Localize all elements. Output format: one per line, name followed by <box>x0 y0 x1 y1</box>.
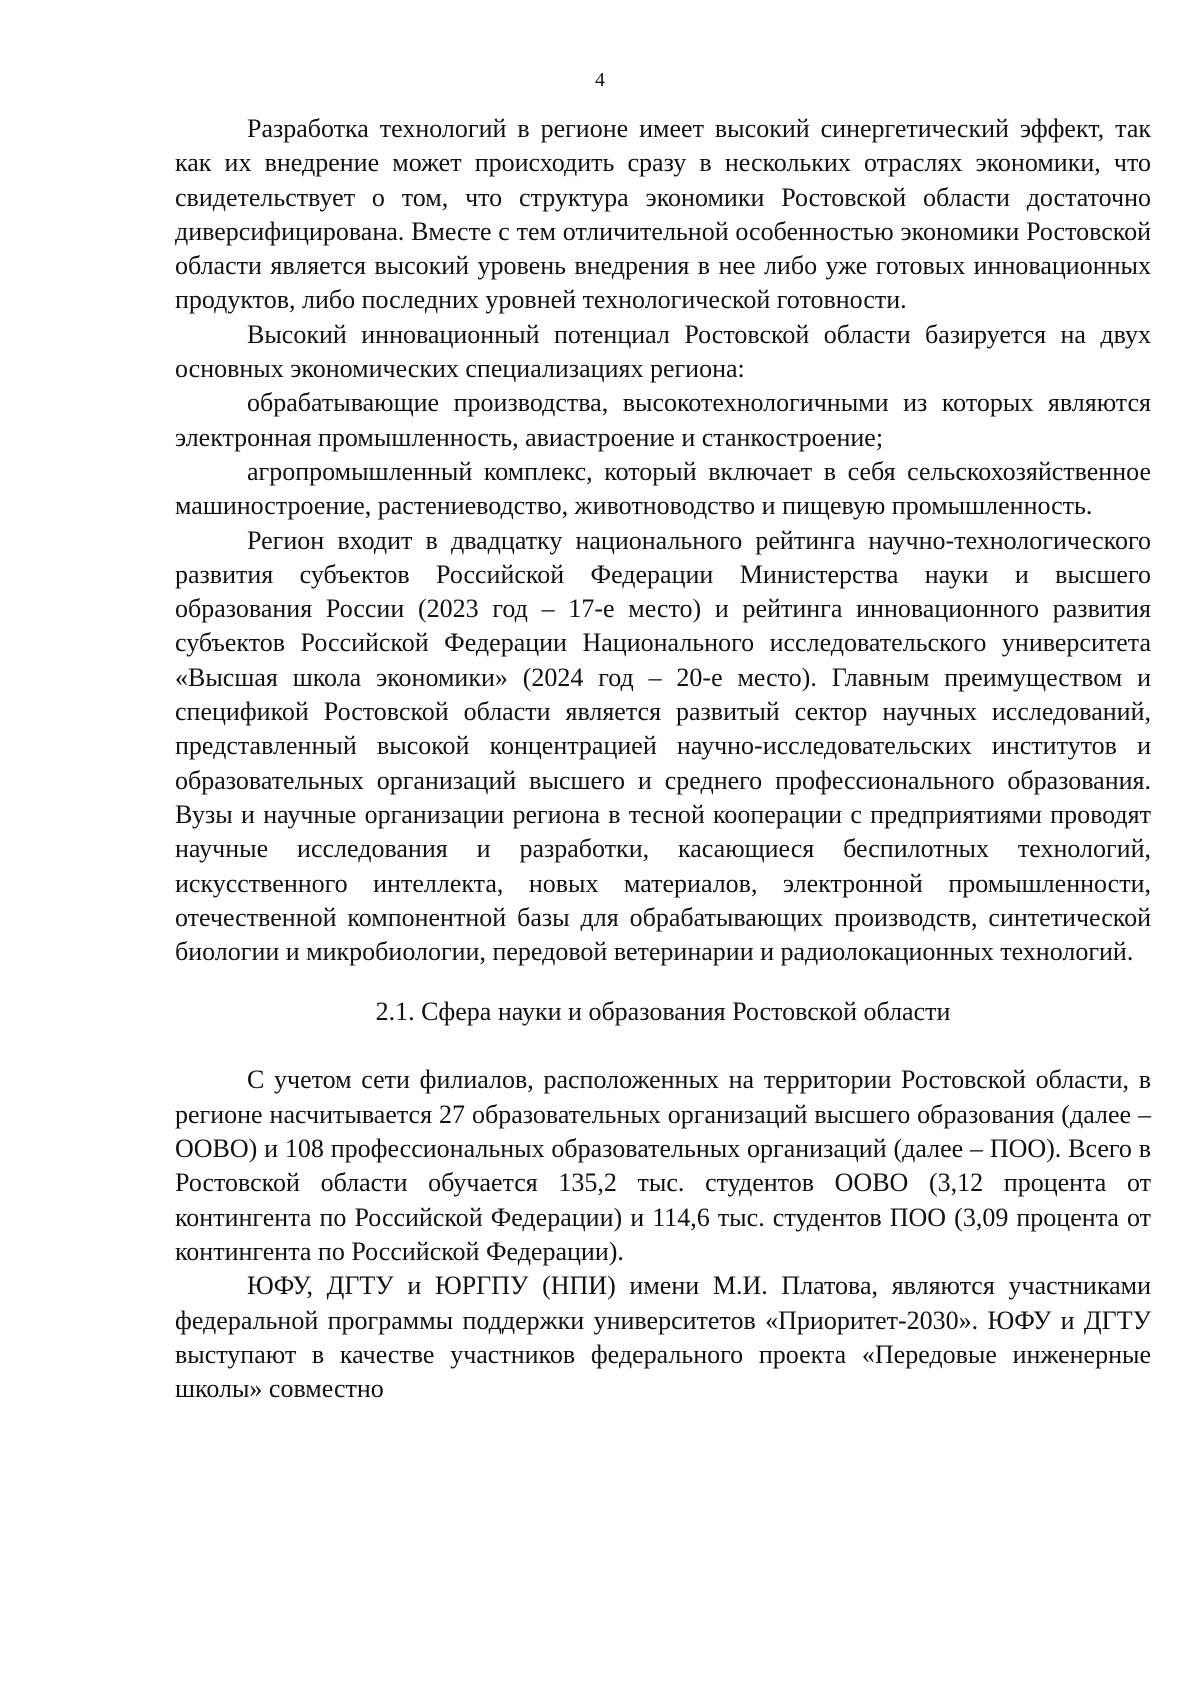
paragraph-innovation-potential: Высокий инновационный потенциал Ростовской области базируется на двух основных экономических специализациях региона: <box>175 319 1151 384</box>
paragraph-synergy: Разработка технологий в регионе имеет высокий синергетический эффект, так как их внедрение может происходить сразу в нескольких отраслях экономики, что свидетельствует о том, что структура экономики Ростовской области достаточно диверсифицирована. Вместе с тем отличительной особенностью экономики Ростовской области является высокий уровень внедрения в нее либо уже готовых инновационных продуктов, либо последних уровней технологической готовности. <box>175 114 1151 315</box>
page-number: 4 <box>595 69 605 91</box>
paragraph-manufacturing: обрабатывающие производства, высокотехнологичными из которых являются электронная промышленность, авиастроение и станкостроение; <box>175 388 1151 452</box>
paragraph-agro-complex: агропромышленный комплекс, который включает в себя сельскохозяйственное машиностроение, растениеводство, животноводство и пищевую промышленность. <box>175 456 1151 521</box>
paragraph-education-network: С учетом сети филиалов, расположенных на территории Ростовской области, в регионе насчитывается 27 образовательных организаций высшего образования (далее – ООВО) и 108 профессиональных образовательных организаций (далее – ПОО). Всего в Ростовской области обучается 135,2 тыс. студентов ООВО (3,12 процента от контингента по Российской Федерации) и 114,6 тыс. студентов ПОО (3,09 процента от контингента по Российской Федерации). <box>175 1065 1151 1266</box>
document-body <box>175 112 1151 1406</box>
paragraph-ratings: Регион входит в двадцатку национального рейтинга научно-технологического развития субъектов Российской Федерации Министерства науки и высшего образования России (2023 год – 17-е место) и рейтинга инновационного развития субъектов Российской Федерации Национального исследовательского университета «Высшая школа экономики» (2024 год – 20-е место). Главным преимуществом и спецификой Ростовской области является развитый сектор научных исследований, представленный высокой концентрацией научно-исследовательских институтов и образовательных организаций высшего и среднего профессионального образования. Вузы и научные организации региона в тесной кооперации с предприятиями проводят научные исследования и разработки, касающиеся беспилотных технологий, искусственного интеллекта, новых материалов, электронной промышленности, отечественной компонентной базы для обрабатывающих производств, синтетической биологии и микробиологии, передовой ветеринарии и радиолокационных технологий. <box>175 525 1151 967</box>
section-heading: 2.1. Сфера науки и образования Ростовской области <box>375 997 951 1027</box>
paragraph-universities: ЮФУ, ДГТУ и ЮРГПУ (НПИ) имени М.И. Платова, являются участниками федеральной программы поддержки университетов «Приоритет-2030». ЮФУ и ДГТУ выступают в качестве участников федерального проекта «Передовые инженерные школы» совместно <box>175 1271 1151 1404</box>
